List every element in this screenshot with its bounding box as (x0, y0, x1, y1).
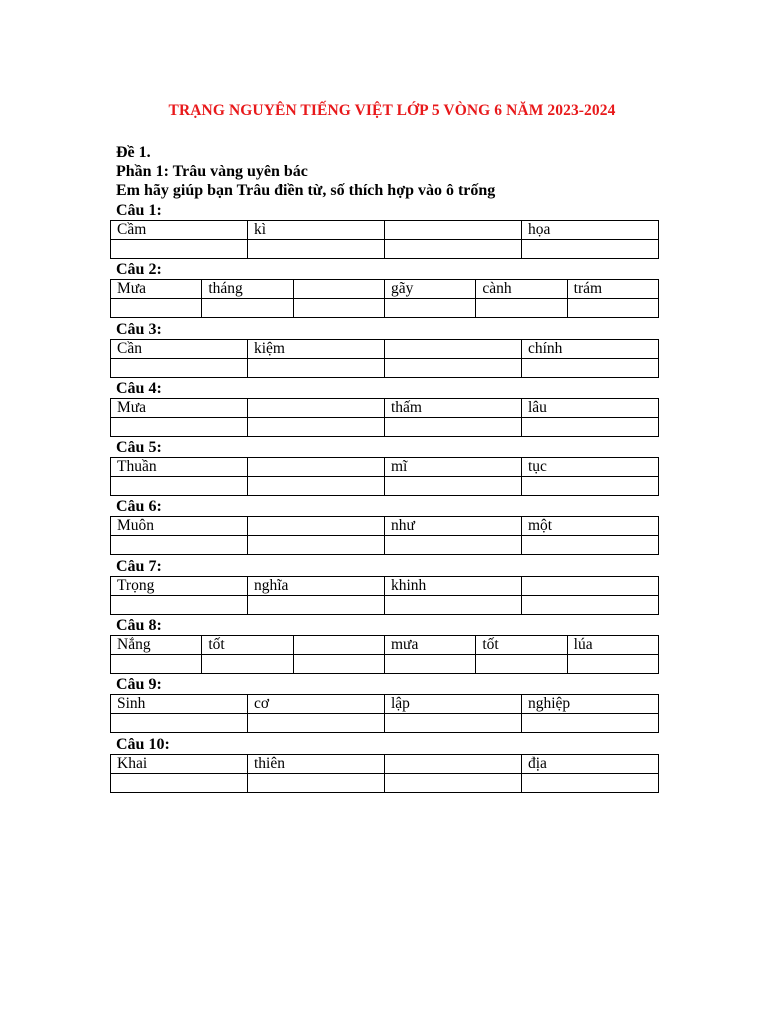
word-cell: Muôn (111, 517, 248, 536)
word-row (111, 695, 659, 714)
answer-grid (110, 516, 659, 555)
word-row (111, 398, 659, 417)
word-row (111, 754, 659, 773)
answer-grid (110, 576, 659, 615)
word-cell: như (385, 517, 522, 536)
word-cell: Khai (111, 754, 248, 773)
question-label: Câu 5: (116, 439, 162, 457)
blank-cell[interactable] (293, 636, 384, 655)
word-cell: thấm (385, 398, 522, 417)
word-cell: nghiệp (522, 695, 659, 714)
answer-grid (110, 279, 659, 318)
answer-cell[interactable] (522, 595, 659, 614)
answer-cell[interactable] (385, 595, 522, 614)
answer-cell[interactable] (522, 773, 659, 792)
answer-row (111, 595, 659, 614)
answer-grid (110, 457, 659, 496)
blank-cell[interactable] (248, 398, 385, 417)
question-1 (110, 201, 659, 260)
answer-cell[interactable] (385, 773, 522, 792)
question-label: Câu 4: (116, 379, 162, 397)
question-3 (110, 320, 659, 379)
word-cell: mưa (384, 636, 475, 655)
part-heading: Phần 1: Trâu vàng uyên bác (116, 163, 308, 180)
word-cell: họa (522, 221, 659, 240)
word-cell: mĩ (385, 458, 522, 477)
word-cell: một (522, 517, 659, 536)
answer-cell[interactable] (111, 240, 248, 259)
answer-grid (110, 754, 659, 793)
question-9 (110, 675, 659, 734)
question-label: Câu 9: (116, 676, 162, 694)
answer-cell[interactable] (522, 358, 659, 377)
word-cell: trám (567, 280, 658, 299)
word-cell: tháng (202, 280, 293, 299)
answer-grid (110, 398, 659, 437)
answer-cell[interactable] (385, 358, 522, 377)
answer-cell[interactable] (111, 714, 248, 733)
blank-cell[interactable] (385, 221, 522, 240)
question-7 (110, 557, 659, 616)
answer-cell[interactable] (384, 299, 475, 318)
answer-cell[interactable] (111, 655, 202, 674)
intro-block (116, 143, 495, 200)
word-row (111, 458, 659, 477)
question-label: Câu 2: (116, 261, 162, 279)
answer-row (111, 417, 659, 436)
answer-cell[interactable] (385, 417, 522, 436)
answer-cell[interactable] (111, 477, 248, 496)
question-label: Câu 1: (116, 202, 162, 219)
answer-cell[interactable] (248, 477, 385, 496)
answer-cell[interactable] (385, 477, 522, 496)
answer-cell[interactable] (476, 655, 567, 674)
instruction-text: Em hãy giúp bạn Trâu điền từ, số thích hợp vào ô trống (116, 182, 496, 199)
answer-cell[interactable] (522, 417, 659, 436)
page-title: TRẠNG NGUYÊN TIẾNG VIỆT LỚP 5 VÒNG 6 NĂM 2023-2024 (168, 102, 616, 119)
word-cell: khinh (385, 576, 522, 595)
blank-cell[interactable] (248, 517, 385, 536)
answer-cell[interactable] (522, 714, 659, 733)
answer-cell[interactable] (567, 655, 658, 674)
word-row (111, 517, 659, 536)
word-cell: Mưa (111, 398, 248, 417)
word-cell: tục (522, 458, 659, 477)
answer-row (111, 773, 659, 792)
answer-cell[interactable] (522, 240, 659, 259)
word-cell: Trọng (111, 576, 248, 595)
answer-row (111, 536, 659, 555)
word-cell: địa (522, 754, 659, 773)
word-row (111, 221, 659, 240)
answer-cell[interactable] (202, 299, 293, 318)
answer-cell[interactable] (248, 240, 385, 259)
word-row (111, 339, 659, 358)
question-6 (110, 497, 659, 556)
blank-cell[interactable] (522, 576, 659, 595)
word-cell: Sinh (111, 695, 248, 714)
question-label: Câu 6: (116, 498, 162, 516)
word-cell: nghĩa (248, 576, 385, 595)
word-cell: Cầm (111, 221, 248, 240)
answer-cell[interactable] (111, 536, 248, 555)
word-cell: lúa (567, 636, 658, 655)
questions-list (110, 201, 659, 794)
question-label: Câu 10: (116, 735, 170, 753)
blank-cell[interactable] (293, 280, 384, 299)
word-cell: cơ (248, 695, 385, 714)
answer-grid (110, 220, 659, 259)
question-label: Câu 3: (116, 320, 162, 338)
word-row (111, 636, 659, 655)
answer-cell[interactable] (476, 299, 567, 318)
word-cell: Cần (111, 339, 248, 358)
word-row (111, 280, 659, 299)
word-cell: Nắng (111, 636, 202, 655)
answer-cell[interactable] (248, 714, 385, 733)
answer-cell[interactable] (248, 595, 385, 614)
answer-cell[interactable] (111, 773, 248, 792)
word-cell: gãy (384, 280, 475, 299)
answer-cell[interactable] (111, 299, 202, 318)
answer-cell[interactable] (522, 536, 659, 555)
answer-cell[interactable] (248, 536, 385, 555)
exam-number: Đề 1. (116, 144, 151, 161)
word-row (111, 576, 659, 595)
word-cell: lâu (522, 398, 659, 417)
answer-cell[interactable] (522, 477, 659, 496)
word-cell: Mưa (111, 280, 202, 299)
answer-cell[interactable] (385, 536, 522, 555)
answer-cell[interactable] (111, 417, 248, 436)
word-cell: tốt (476, 636, 567, 655)
answer-row (111, 299, 659, 318)
word-cell: kì (248, 221, 385, 240)
answer-grid (110, 339, 659, 378)
word-cell: chính (522, 339, 659, 358)
answer-row (111, 240, 659, 259)
question-label: Câu 8: (116, 617, 162, 635)
question-8 (110, 616, 659, 675)
word-cell: lập (385, 695, 522, 714)
word-cell: Thuần (111, 458, 248, 477)
answer-row (111, 477, 659, 496)
answer-cell[interactable] (293, 299, 384, 318)
question-2 (110, 260, 659, 319)
question-4 (110, 379, 659, 438)
answer-cell[interactable] (385, 714, 522, 733)
answer-cell[interactable] (202, 655, 293, 674)
question-label: Câu 7: (116, 557, 162, 575)
answer-row (111, 358, 659, 377)
question-5 (110, 438, 659, 497)
blank-cell[interactable] (385, 754, 522, 773)
blank-cell[interactable] (248, 458, 385, 477)
answer-cell[interactable] (384, 655, 475, 674)
blank-cell[interactable] (385, 339, 522, 358)
word-cell: thiên (248, 754, 385, 773)
answer-cell[interactable] (567, 299, 658, 318)
answer-cell[interactable] (248, 358, 385, 377)
answer-row (111, 655, 659, 674)
answer-cell[interactable] (293, 655, 384, 674)
answer-row (111, 714, 659, 733)
word-cell: cành (476, 280, 567, 299)
question-10 (110, 735, 659, 794)
answer-cell[interactable] (111, 358, 248, 377)
answer-cell[interactable] (248, 417, 385, 436)
word-cell: kiệm (248, 339, 385, 358)
answer-cell[interactable] (111, 595, 248, 614)
answer-cell[interactable] (248, 773, 385, 792)
answer-grid (110, 694, 659, 733)
answer-grid (110, 635, 659, 674)
word-cell: tốt (202, 636, 293, 655)
answer-cell[interactable] (385, 240, 522, 259)
